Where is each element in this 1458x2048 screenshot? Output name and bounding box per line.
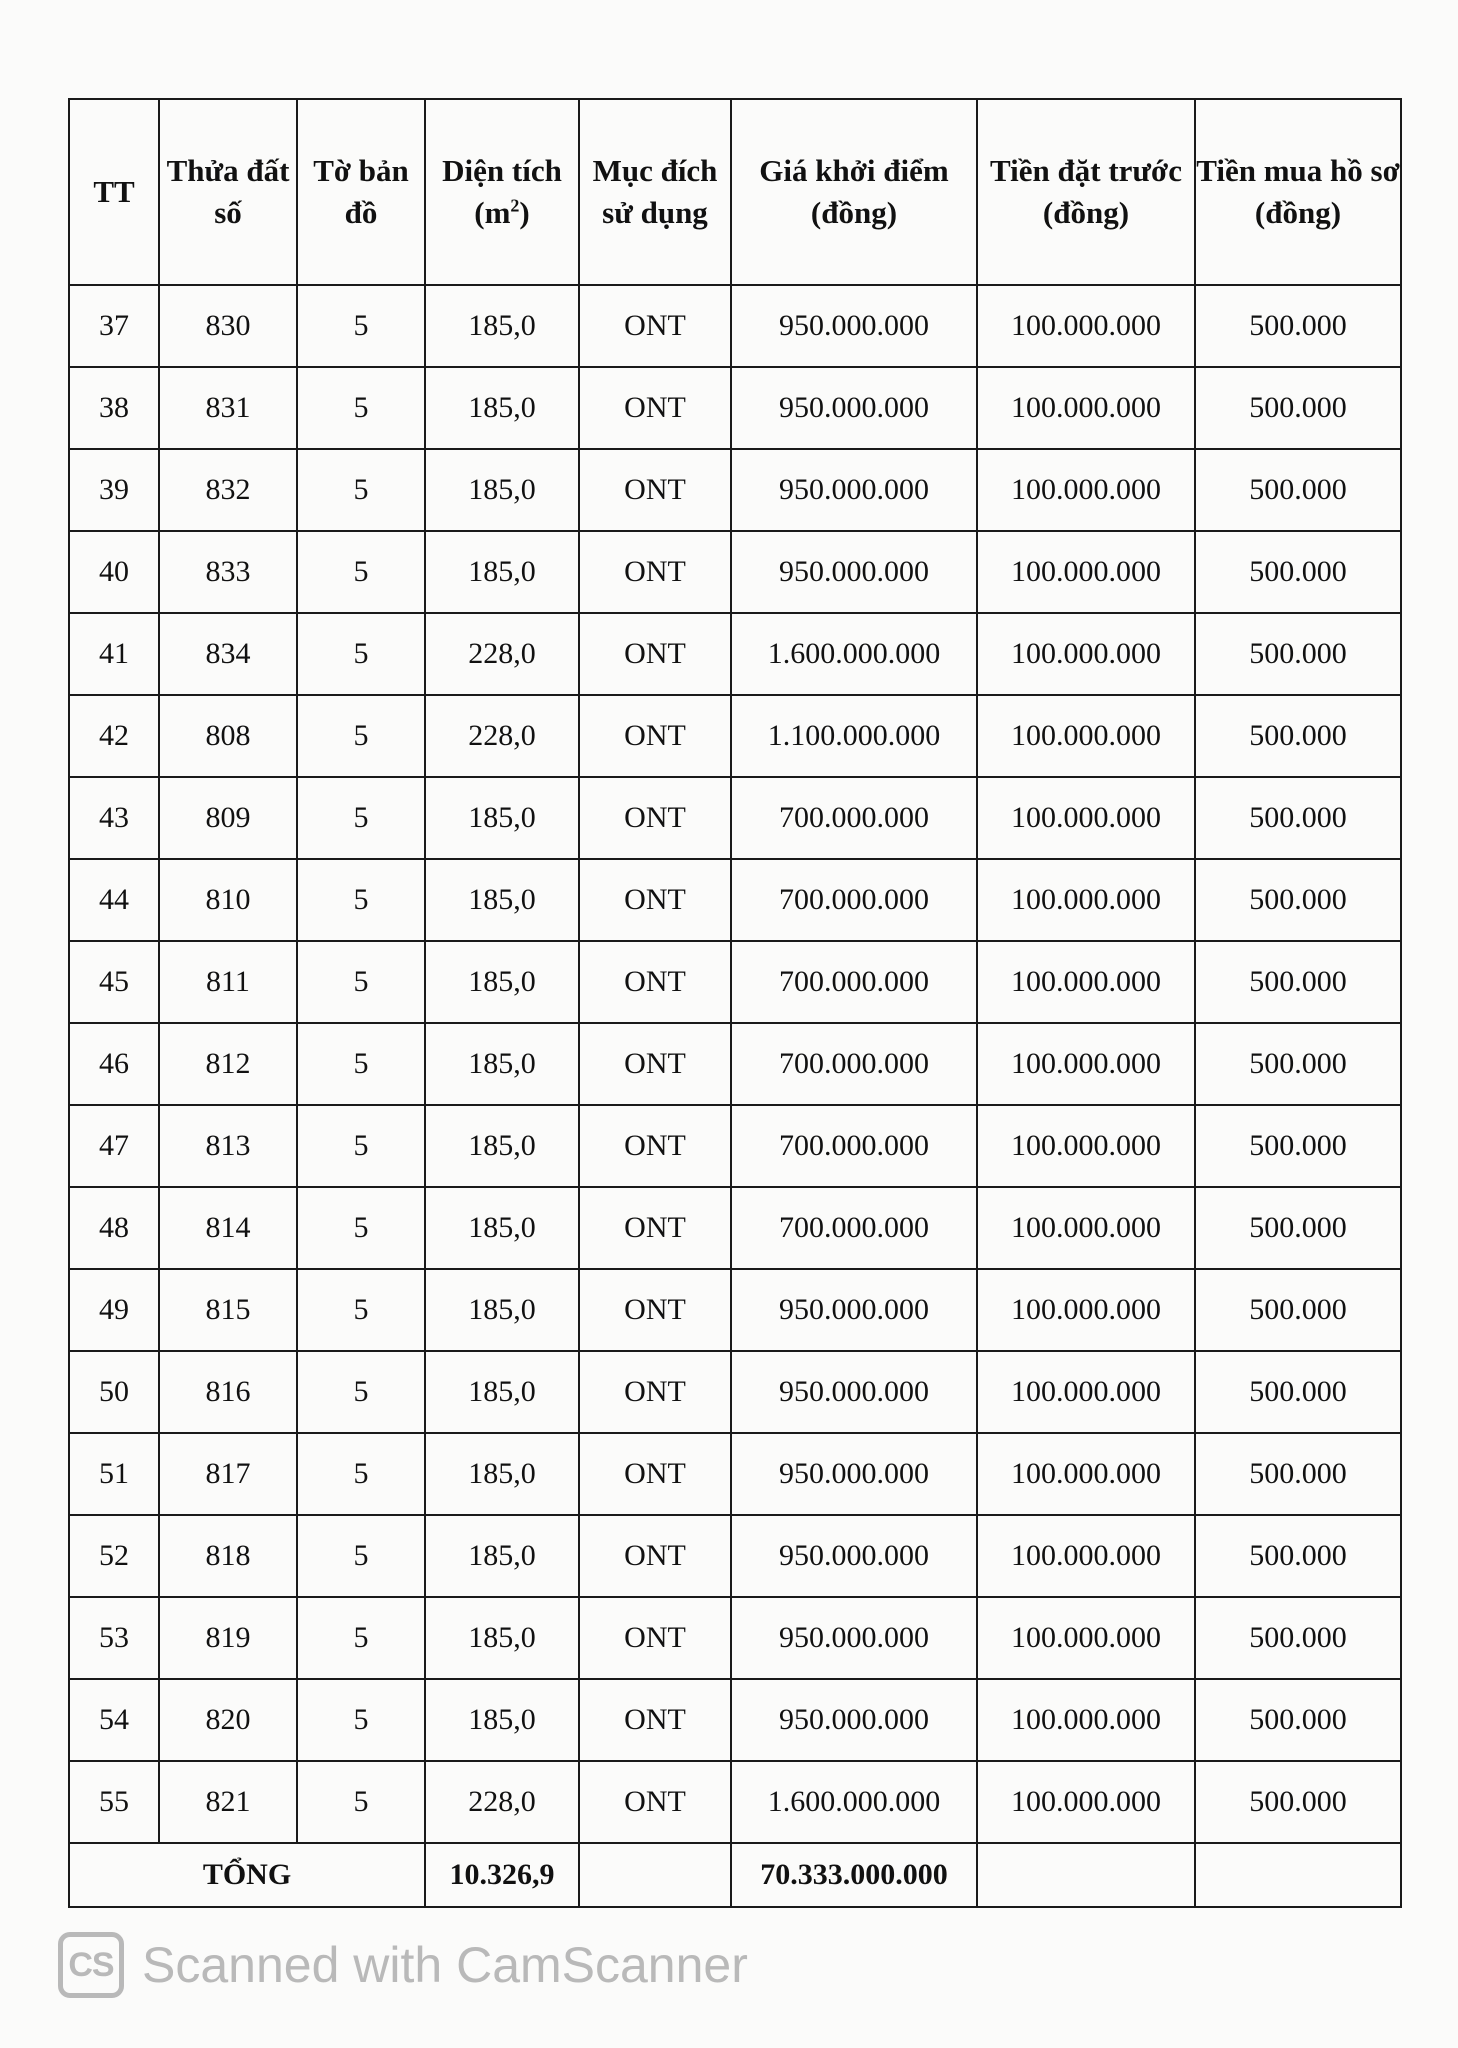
cell-dossier-fee: 500.000 bbox=[1195, 285, 1401, 367]
cell-map-sheet: 5 bbox=[297, 367, 425, 449]
cell-tt: 47 bbox=[69, 1105, 159, 1187]
cell-starting-price: 950.000.000 bbox=[731, 449, 977, 531]
cell-deposit: 100.000.000 bbox=[977, 285, 1195, 367]
cell-tt: 48 bbox=[69, 1187, 159, 1269]
cell-plot-number: 811 bbox=[159, 941, 297, 1023]
cell-land-use: ONT bbox=[579, 941, 731, 1023]
cell-dossier-fee: 500.000 bbox=[1195, 1351, 1401, 1433]
cell-land-use: ONT bbox=[579, 1515, 731, 1597]
cell-area: 185,0 bbox=[425, 531, 579, 613]
cell-dossier-fee: 500.000 bbox=[1195, 859, 1401, 941]
cell-plot-number: 808 bbox=[159, 695, 297, 777]
header-area-sup: 2 bbox=[510, 195, 520, 216]
cell-starting-price: 950.000.000 bbox=[731, 1433, 977, 1515]
table-row bbox=[69, 1433, 1401, 1515]
table-row bbox=[69, 1269, 1401, 1351]
table-body bbox=[69, 285, 1401, 1843]
cell-plot-number: 831 bbox=[159, 367, 297, 449]
cell-dossier-fee: 500.000 bbox=[1195, 1433, 1401, 1515]
cell-starting-price: 950.000.000 bbox=[731, 1597, 977, 1679]
cell-dossier-fee: 500.000 bbox=[1195, 1105, 1401, 1187]
cell-map-sheet: 5 bbox=[297, 1105, 425, 1187]
cell-starting-price: 950.000.000 bbox=[731, 1351, 977, 1433]
cell-plot-number: 812 bbox=[159, 1023, 297, 1105]
cell-deposit: 100.000.000 bbox=[977, 1351, 1195, 1433]
cell-plot-number: 816 bbox=[159, 1351, 297, 1433]
cell-plot-number: 833 bbox=[159, 531, 297, 613]
table-row bbox=[69, 1515, 1401, 1597]
cell-dossier-fee: 500.000 bbox=[1195, 1269, 1401, 1351]
cell-deposit: 100.000.000 bbox=[977, 777, 1195, 859]
cell-area: 228,0 bbox=[425, 1761, 579, 1843]
cell-dossier-fee: 500.000 bbox=[1195, 613, 1401, 695]
cell-deposit: 100.000.000 bbox=[977, 941, 1195, 1023]
table-footer bbox=[69, 1843, 1401, 1907]
table-header bbox=[69, 99, 1401, 285]
cell-plot-number: 810 bbox=[159, 859, 297, 941]
cell-land-use: ONT bbox=[579, 1679, 731, 1761]
cell-deposit: 100.000.000 bbox=[977, 1679, 1195, 1761]
cell-tt: 46 bbox=[69, 1023, 159, 1105]
cell-starting-price: 700.000.000 bbox=[731, 1187, 977, 1269]
cell-tt: 53 bbox=[69, 1597, 159, 1679]
cell-map-sheet: 5 bbox=[297, 1761, 425, 1843]
cell-dossier-fee: 500.000 bbox=[1195, 531, 1401, 613]
cell-plot-number: 819 bbox=[159, 1597, 297, 1679]
cell-land-use: ONT bbox=[579, 1023, 731, 1105]
cell-tt: 45 bbox=[69, 941, 159, 1023]
cell-dossier-fee: 500.000 bbox=[1195, 1515, 1401, 1597]
cell-tt: 41 bbox=[69, 613, 159, 695]
total-empty-cell bbox=[1195, 1843, 1401, 1907]
header-tt: TT bbox=[69, 99, 159, 285]
cell-plot-number: 818 bbox=[159, 1515, 297, 1597]
cell-deposit: 100.000.000 bbox=[977, 1187, 1195, 1269]
table-row bbox=[69, 859, 1401, 941]
cell-land-use: ONT bbox=[579, 777, 731, 859]
cell-land-use: ONT bbox=[579, 1187, 731, 1269]
cell-land-use: ONT bbox=[579, 531, 731, 613]
cell-map-sheet: 5 bbox=[297, 859, 425, 941]
table-row bbox=[69, 531, 1401, 613]
cell-starting-price: 700.000.000 bbox=[731, 1105, 977, 1187]
cell-area: 228,0 bbox=[425, 613, 579, 695]
cell-deposit: 100.000.000 bbox=[977, 1023, 1195, 1105]
cell-area: 185,0 bbox=[425, 367, 579, 449]
cell-plot-number: 830 bbox=[159, 285, 297, 367]
cell-plot-number: 809 bbox=[159, 777, 297, 859]
total-area: 10.326,9 bbox=[425, 1843, 579, 1907]
cell-map-sheet: 5 bbox=[297, 1433, 425, 1515]
cell-dossier-fee: 500.000 bbox=[1195, 941, 1401, 1023]
cell-area: 185,0 bbox=[425, 449, 579, 531]
cell-map-sheet: 5 bbox=[297, 531, 425, 613]
cell-area: 185,0 bbox=[425, 1515, 579, 1597]
cell-deposit: 100.000.000 bbox=[977, 449, 1195, 531]
cell-map-sheet: 5 bbox=[297, 1597, 425, 1679]
cell-area: 185,0 bbox=[425, 1433, 579, 1515]
cell-map-sheet: 5 bbox=[297, 449, 425, 531]
cell-area: 185,0 bbox=[425, 777, 579, 859]
cell-land-use: ONT bbox=[579, 859, 731, 941]
cell-dossier-fee: 500.000 bbox=[1195, 777, 1401, 859]
cell-dossier-fee: 500.000 bbox=[1195, 1023, 1401, 1105]
table-row bbox=[69, 1105, 1401, 1187]
cell-starting-price: 950.000.000 bbox=[731, 285, 977, 367]
cell-land-use: ONT bbox=[579, 695, 731, 777]
table-row bbox=[69, 1187, 1401, 1269]
cell-dossier-fee: 500.000 bbox=[1195, 449, 1401, 531]
total-row bbox=[69, 1843, 1401, 1907]
cell-map-sheet: 5 bbox=[297, 777, 425, 859]
cell-area: 185,0 bbox=[425, 859, 579, 941]
camscanner-logo-icon: CS bbox=[58, 1932, 124, 1998]
cell-land-use: ONT bbox=[579, 1105, 731, 1187]
cell-tt: 40 bbox=[69, 531, 159, 613]
cell-dossier-fee: 500.000 bbox=[1195, 367, 1401, 449]
cell-map-sheet: 5 bbox=[297, 613, 425, 695]
cell-plot-number: 834 bbox=[159, 613, 297, 695]
header-land-use: Mục đích sử dụng bbox=[579, 99, 731, 285]
cell-tt: 43 bbox=[69, 777, 159, 859]
cell-map-sheet: 5 bbox=[297, 1515, 425, 1597]
total-empty-cell bbox=[579, 1843, 731, 1907]
cell-area: 185,0 bbox=[425, 1269, 579, 1351]
cell-dossier-fee: 500.000 bbox=[1195, 1597, 1401, 1679]
cell-plot-number: 832 bbox=[159, 449, 297, 531]
cell-deposit: 100.000.000 bbox=[977, 367, 1195, 449]
header-row bbox=[69, 99, 1401, 285]
cell-dossier-fee: 500.000 bbox=[1195, 1679, 1401, 1761]
cell-deposit: 100.000.000 bbox=[977, 531, 1195, 613]
header-dossier-fee: Tiền mua hồ sơ (đồng) bbox=[1195, 99, 1401, 285]
total-label: TỔNG bbox=[69, 1843, 425, 1907]
cell-area: 185,0 bbox=[425, 1351, 579, 1433]
header-plot-number: Thửa đất số bbox=[159, 99, 297, 285]
cell-land-use: ONT bbox=[579, 285, 731, 367]
header-area-close: ) bbox=[519, 195, 530, 230]
table-row bbox=[69, 449, 1401, 531]
cell-starting-price: 700.000.000 bbox=[731, 859, 977, 941]
cell-plot-number: 815 bbox=[159, 1269, 297, 1351]
cell-dossier-fee: 500.000 bbox=[1195, 1187, 1401, 1269]
cell-deposit: 100.000.000 bbox=[977, 1105, 1195, 1187]
cell-land-use: ONT bbox=[579, 1761, 731, 1843]
header-starting-price: Giá khởi điểm (đồng) bbox=[731, 99, 977, 285]
cell-tt: 50 bbox=[69, 1351, 159, 1433]
cell-starting-price: 950.000.000 bbox=[731, 1515, 977, 1597]
cell-map-sheet: 5 bbox=[297, 1351, 425, 1433]
cell-starting-price: 950.000.000 bbox=[731, 1269, 977, 1351]
cell-starting-price: 1.600.000.000 bbox=[731, 613, 977, 695]
total-empty-cell bbox=[977, 1843, 1195, 1907]
cell-map-sheet: 5 bbox=[297, 941, 425, 1023]
table-row bbox=[69, 367, 1401, 449]
cell-deposit: 100.000.000 bbox=[977, 1269, 1195, 1351]
cell-map-sheet: 5 bbox=[297, 1269, 425, 1351]
header-area-label: Diện tích (m bbox=[442, 153, 562, 230]
cell-plot-number: 813 bbox=[159, 1105, 297, 1187]
cell-land-use: ONT bbox=[579, 449, 731, 531]
cell-starting-price: 700.000.000 bbox=[731, 777, 977, 859]
table-row bbox=[69, 1023, 1401, 1105]
cell-starting-price: 700.000.000 bbox=[731, 1023, 977, 1105]
cell-starting-price: 1.600.000.000 bbox=[731, 1761, 977, 1843]
cell-deposit: 100.000.000 bbox=[977, 1433, 1195, 1515]
cell-starting-price: 950.000.000 bbox=[731, 531, 977, 613]
cell-plot-number: 820 bbox=[159, 1679, 297, 1761]
cell-starting-price: 1.100.000.000 bbox=[731, 695, 977, 777]
cell-land-use: ONT bbox=[579, 1351, 731, 1433]
cell-map-sheet: 5 bbox=[297, 1187, 425, 1269]
cell-deposit: 100.000.000 bbox=[977, 695, 1195, 777]
table-row bbox=[69, 1679, 1401, 1761]
camscanner-watermark bbox=[58, 1932, 748, 1998]
watermark-text: Scanned with CamScanner bbox=[142, 1937, 748, 1993]
cell-map-sheet: 5 bbox=[297, 1679, 425, 1761]
table-row bbox=[69, 1597, 1401, 1679]
cell-starting-price: 950.000.000 bbox=[731, 367, 977, 449]
cell-dossier-fee: 500.000 bbox=[1195, 1761, 1401, 1843]
cell-dossier-fee: 500.000 bbox=[1195, 695, 1401, 777]
cell-plot-number: 814 bbox=[159, 1187, 297, 1269]
cell-map-sheet: 5 bbox=[297, 695, 425, 777]
cell-deposit: 100.000.000 bbox=[977, 613, 1195, 695]
cell-deposit: 100.000.000 bbox=[977, 1597, 1195, 1679]
table-row bbox=[69, 1351, 1401, 1433]
cell-deposit: 100.000.000 bbox=[977, 859, 1195, 941]
land-plot-table-container bbox=[68, 98, 1400, 1908]
table-row bbox=[69, 285, 1401, 367]
cell-land-use: ONT bbox=[579, 613, 731, 695]
total-price: 70.333.000.000 bbox=[731, 1843, 977, 1907]
cell-area: 228,0 bbox=[425, 695, 579, 777]
cell-land-use: ONT bbox=[579, 1433, 731, 1515]
table-row bbox=[69, 695, 1401, 777]
cell-map-sheet: 5 bbox=[297, 285, 425, 367]
table-row bbox=[69, 777, 1401, 859]
cell-area: 185,0 bbox=[425, 285, 579, 367]
header-deposit: Tiền đặt trước (đồng) bbox=[977, 99, 1195, 285]
cell-tt: 38 bbox=[69, 367, 159, 449]
cell-deposit: 100.000.000 bbox=[977, 1761, 1195, 1843]
cell-tt: 42 bbox=[69, 695, 159, 777]
cell-plot-number: 817 bbox=[159, 1433, 297, 1515]
cell-area: 185,0 bbox=[425, 941, 579, 1023]
cell-land-use: ONT bbox=[579, 1597, 731, 1679]
cell-starting-price: 700.000.000 bbox=[731, 941, 977, 1023]
cell-tt: 54 bbox=[69, 1679, 159, 1761]
table-row bbox=[69, 1761, 1401, 1843]
cell-tt: 39 bbox=[69, 449, 159, 531]
cell-deposit: 100.000.000 bbox=[977, 1515, 1195, 1597]
cell-tt: 51 bbox=[69, 1433, 159, 1515]
table-row bbox=[69, 613, 1401, 695]
cell-area: 185,0 bbox=[425, 1679, 579, 1761]
cell-tt: 49 bbox=[69, 1269, 159, 1351]
cell-area: 185,0 bbox=[425, 1187, 579, 1269]
cell-tt: 55 bbox=[69, 1761, 159, 1843]
table-row bbox=[69, 941, 1401, 1023]
cell-plot-number: 821 bbox=[159, 1761, 297, 1843]
cell-land-use: ONT bbox=[579, 1269, 731, 1351]
cell-tt: 52 bbox=[69, 1515, 159, 1597]
land-plot-table bbox=[68, 98, 1402, 1908]
cell-area: 185,0 bbox=[425, 1023, 579, 1105]
cell-land-use: ONT bbox=[579, 367, 731, 449]
cell-area: 185,0 bbox=[425, 1105, 579, 1187]
cell-starting-price: 950.000.000 bbox=[731, 1679, 977, 1761]
cell-tt: 44 bbox=[69, 859, 159, 941]
header-map-sheet: Tờ bản đồ bbox=[297, 99, 425, 285]
cell-area: 185,0 bbox=[425, 1597, 579, 1679]
cell-tt: 37 bbox=[69, 285, 159, 367]
cell-map-sheet: 5 bbox=[297, 1023, 425, 1105]
header-area bbox=[425, 99, 579, 285]
